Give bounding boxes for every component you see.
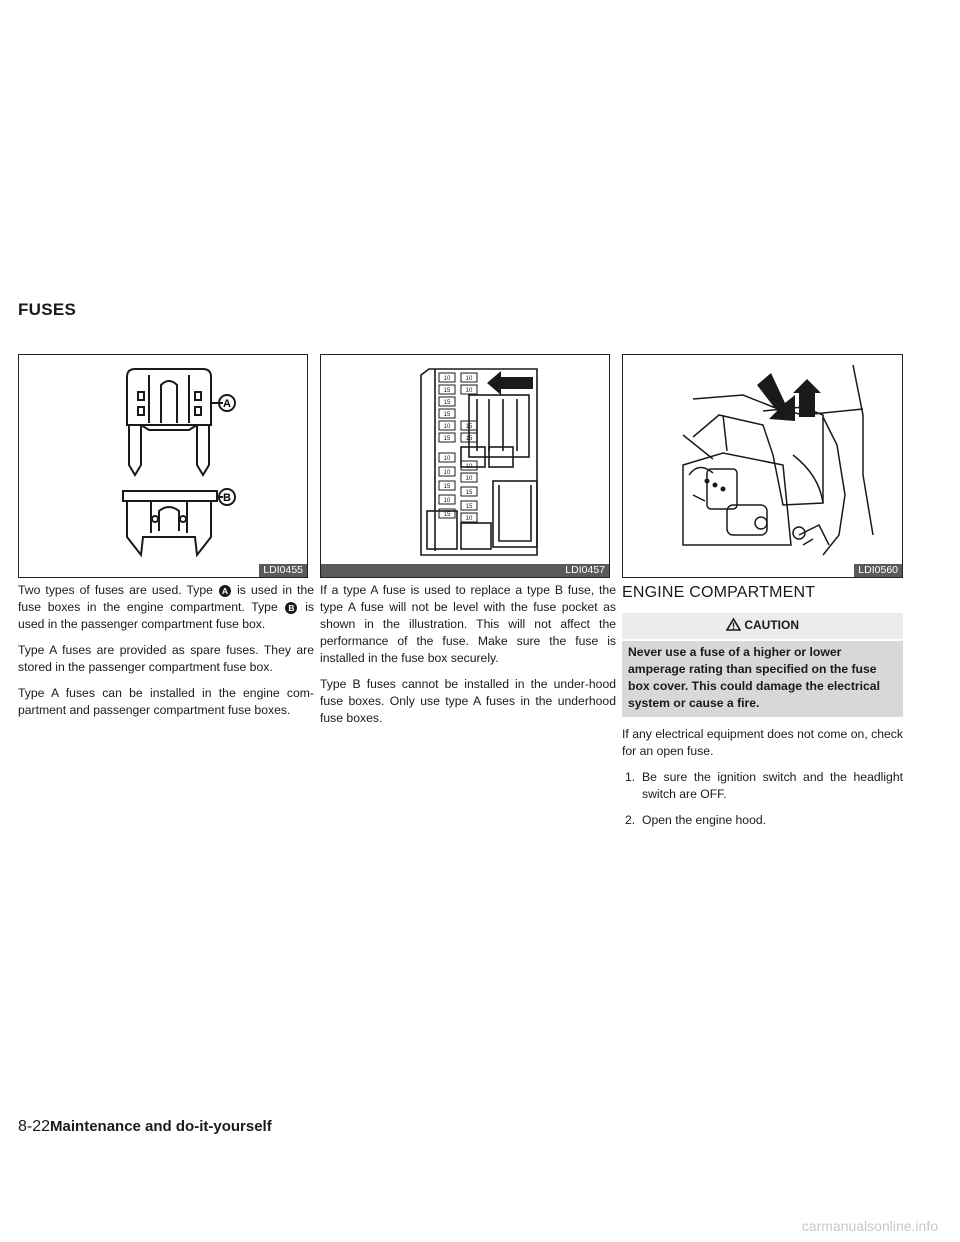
fuse-types-illustration [19,355,307,577]
caution-header [622,613,903,641]
subsection-heading: ENGINE COMPARTMENT [622,584,816,601]
column-2 [320,582,616,736]
label-b: B [223,492,231,504]
figure-engine-compartment [622,354,903,578]
section-title: FUSES [18,300,77,319]
marker-a: A [219,585,231,597]
label-a: A [223,398,231,410]
fuse-number: 10 [443,376,451,382]
fuse-number: 15 [443,388,451,394]
fuse-number: 15 [465,504,473,510]
paragraph: Type B fuses cannot be installed in the under-hood fuse boxes. Only use type A fuses in the underhood fuse boxes. [320,677,616,725]
fuse-number: 15 [443,400,451,406]
figure-fuse-box [320,354,610,578]
fuse-number: 15 [443,436,451,442]
caution-box [622,613,903,717]
fuse-number: 10 [443,424,451,430]
footer-title: Maintenance and do-it-yourself [50,1118,272,1135]
fuse-number: 15 [443,512,451,518]
fuse-number: 10 [465,388,473,394]
paragraph: Type A fuses can be installed in the engine com-partment and passenger compartment fuse boxes. [18,686,314,717]
marker-b: B [285,602,297,614]
page-footer [18,1118,272,1136]
fuse-number: 15 [443,412,451,418]
caution-title: CAUTION [744,618,799,632]
figure-fuse-types [18,354,308,578]
fuse-number: 15 [465,490,473,496]
fuse-number: 15 [465,436,473,442]
fuse-number: 10 [443,456,451,462]
watermark: carmanualsonline.info [801,1218,938,1234]
step-item: 1. Be sure the ignition switch and the headlight switch are OFF. [625,770,903,801]
column-1 [18,582,314,728]
warning-icon [726,618,741,631]
fuse-number: 15 [465,424,473,430]
fuse-number: 10 [465,376,473,382]
figure-code: LDI0560 [854,564,902,577]
column-3 [622,582,903,838]
paragraph: Type A fuses are provided as spare fuses. They are stored in the passenger compartment fuse box. [18,643,314,674]
fuse-number: 10 [465,464,473,470]
paragraph: If any electrical equipment does not come on, check for an open fuse. [622,727,903,758]
fuse-number: 10 [443,498,451,504]
fuse-number: 10 [443,470,451,476]
step-item: 2. Open the engine hood. [625,813,767,827]
figure-code: LDI0457 [321,564,609,577]
fuse-box-illustration [321,355,609,577]
fuse-number: 15 [443,484,451,490]
engine-compartment-illustration [623,355,902,577]
fuse-number: 10 [465,476,473,482]
fuse-number: 10 [465,516,473,522]
figure-code: LDI0455 [259,564,307,577]
paragraph: Two types of fuses are used. Type A is used in the fuse boxes in the engine compartment. Type B is used in the passenger compartment fuse box. [18,583,315,631]
caution-text: Never use a fuse of a higher or lower amperage rating than specified on the fuse box cover. This could damage the electrical system or cause a fire. [628,645,880,710]
paragraph: If a type A fuse is used to replace a type B fuse, the type A fuse will not be level with the fuse pocket as shown in the illustration. This will not affect the performance of the fuse. Make sure the fuse is installed in the fuse box securely. [320,583,616,665]
page-number: 8-22 [18,1118,51,1135]
